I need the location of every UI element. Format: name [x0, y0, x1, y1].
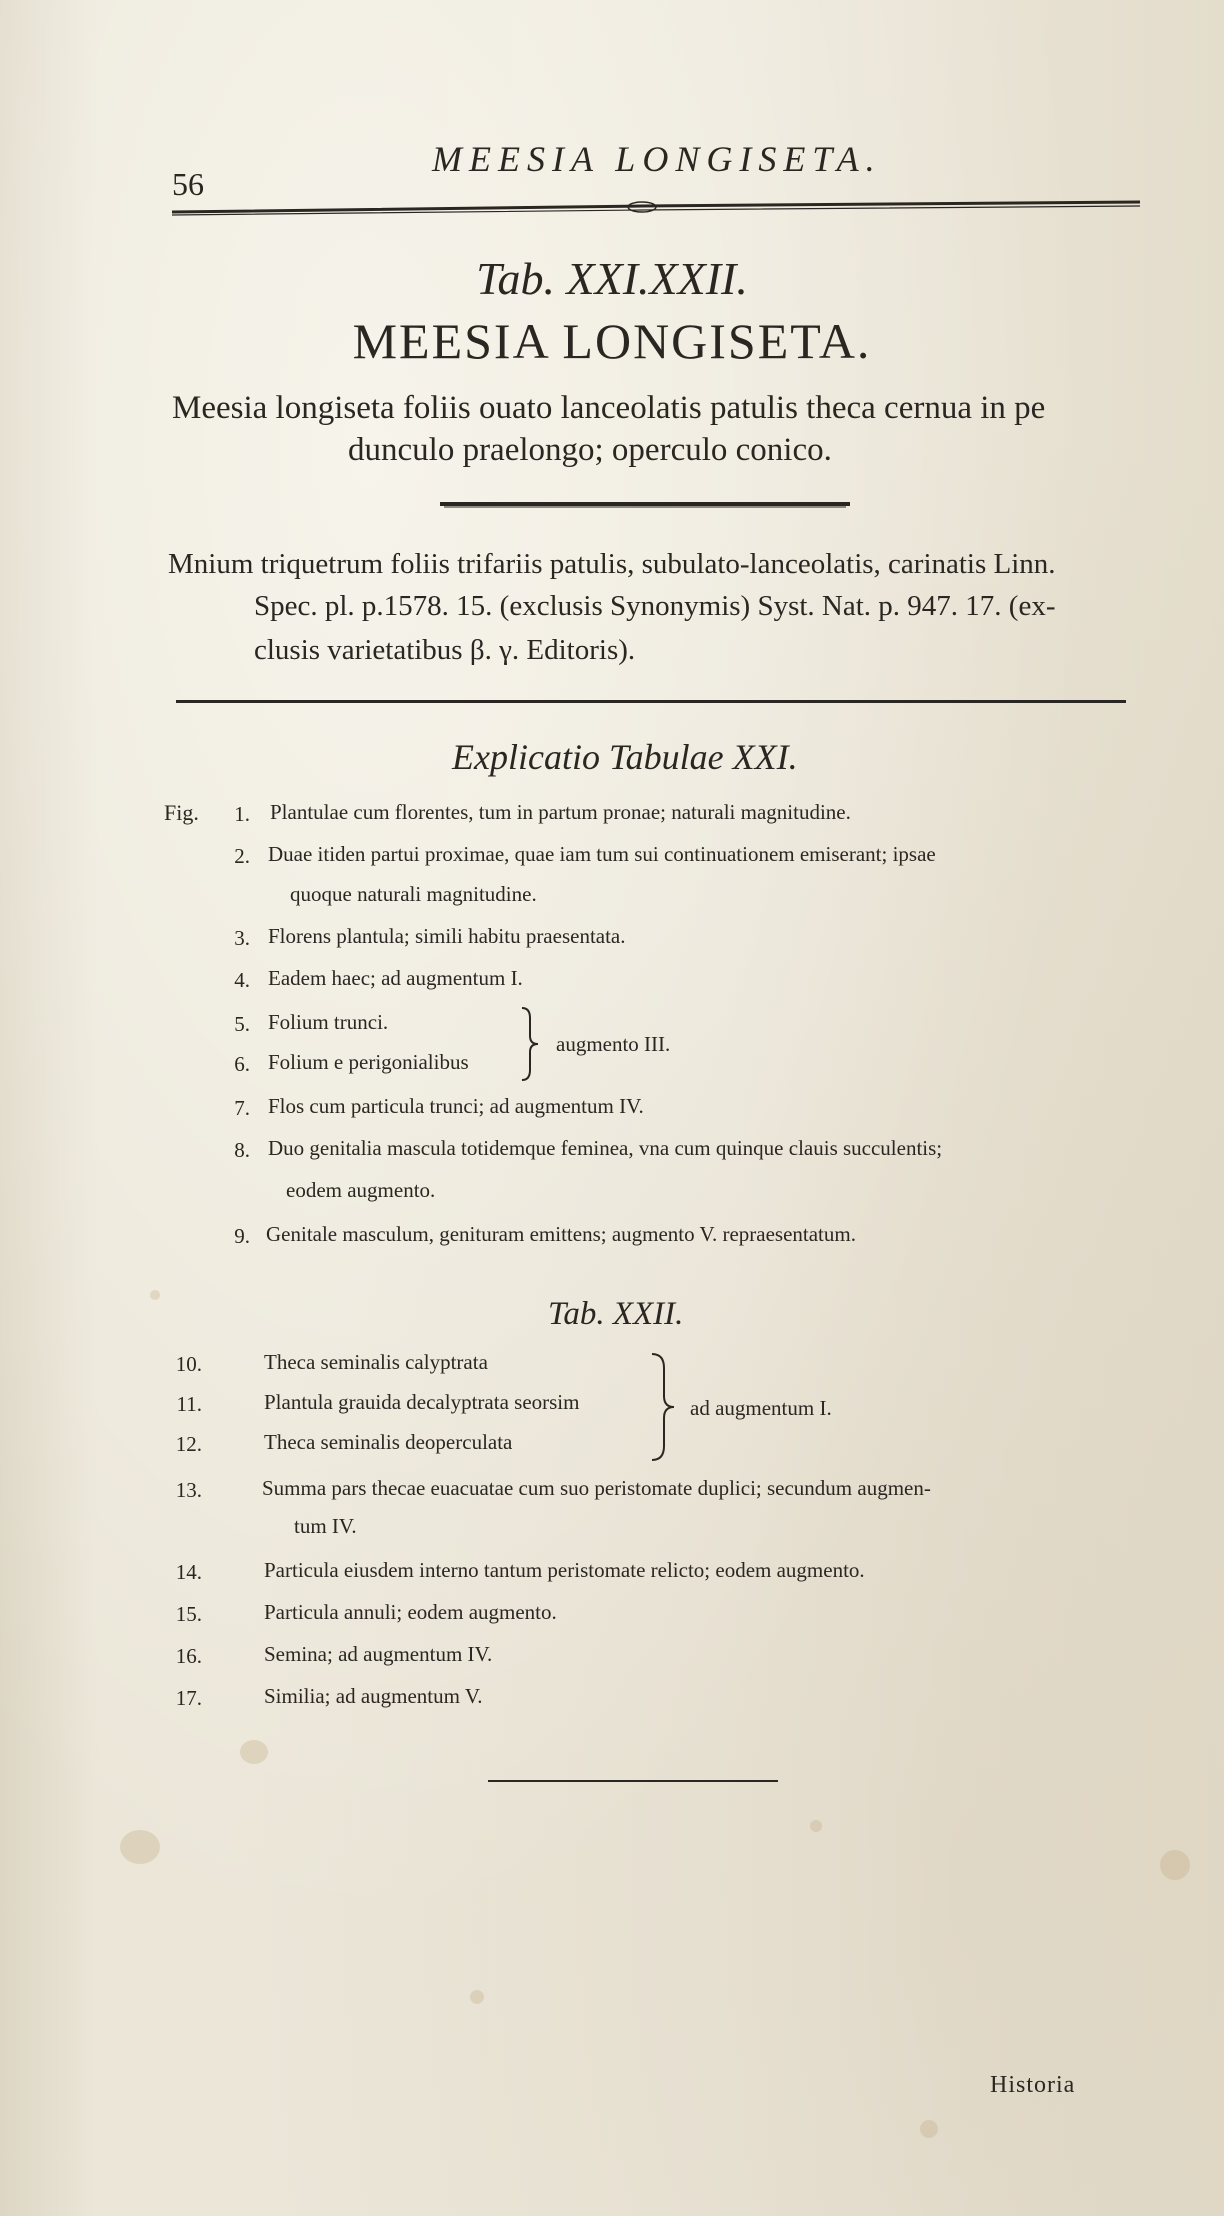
section-title-tab-xxi: Explicatio Tabulae XXI.	[452, 737, 798, 777]
fig-label: Fig.	[164, 800, 199, 825]
figure-caption: Theca seminalis calyptrata	[264, 1350, 488, 1374]
brace-label-augmento-iii: augmento III.	[556, 1032, 671, 1056]
brace-10-12	[648, 1352, 678, 1462]
figure-number: 17.	[175, 1686, 202, 1710]
figure-caption: Flos cum particula trunci; ad augmentum IV.	[268, 1094, 644, 1118]
figure-caption: Folium e perigonialibus	[268, 1050, 469, 1074]
figure-number: 1.	[234, 802, 250, 826]
brace-label-ad-augmentum-i: ad augmentum I.	[690, 1396, 832, 1420]
ornamental-header-rule	[172, 198, 1140, 218]
figure-number: 9.	[234, 1224, 250, 1248]
figure-caption-continued: tum IV.	[294, 1514, 357, 1538]
figure-caption: Eadem haec; ad augmentum I.	[268, 966, 523, 990]
figure-caption: Similia; ad augmentum V.	[264, 1684, 483, 1708]
foxing-spot	[120, 1830, 160, 1864]
figure-number: 7.	[234, 1096, 250, 1120]
figure-caption-continued: eodem augmento.	[286, 1178, 436, 1202]
figure-number: 6.	[234, 1052, 250, 1076]
plate-title: Tab. XXI.XXII.	[476, 253, 748, 304]
figure-number: 4.	[234, 968, 250, 992]
figure-caption: Duae itiden partui proximae, quae iam tum sui continuationem emiserant; ipsae	[268, 842, 936, 866]
figure-caption: Genitale masculum, genituram emittens; augmento V. repraesentatum.	[266, 1222, 856, 1246]
foxing-spot	[810, 1820, 822, 1832]
diagnosis-line-1: Meesia longiseta foliis ouato lanceolatis patulis theca cernua in pe	[172, 390, 1046, 426]
synonym-line-3: clusis varietatibus β. γ. Editoris).	[254, 634, 636, 666]
synonym-line-2: Spec. pl. p.1578. 15. (exclusis Synonymis) Syst. Nat. p. 947. 17. (ex-	[254, 590, 1056, 622]
foxing-spot	[920, 2120, 938, 2138]
figure-number: 10.	[175, 1352, 202, 1376]
figure-number: 5.	[234, 1012, 250, 1036]
species-title: MEESIA LONGISETA.	[352, 313, 872, 369]
figure-caption: Florens plantula; simili habitu praesentata.	[268, 924, 626, 948]
figure-number: 3.	[234, 926, 250, 950]
foxing-spot	[150, 1290, 160, 1300]
figure-number: 16.	[175, 1644, 202, 1668]
figure-number: 8.	[234, 1138, 250, 1162]
end-rule	[488, 1780, 778, 1782]
page-number: 56	[172, 166, 204, 202]
figure-caption: Duo genitalia mascula totidemque feminea, vna cum quinque clauis succulentis;	[268, 1136, 943, 1160]
figure-caption: Plantula grauida decalyptrata seorsim	[264, 1390, 580, 1414]
brace-5-6	[518, 1006, 542, 1082]
catchword: Historia	[990, 2072, 1076, 2098]
section-title-tab-xxii: Tab. XXII.	[548, 1296, 684, 1332]
figure-caption: Folium trunci.	[268, 1010, 389, 1034]
figure-caption: Particula eiusdem interno tantum peristomate relicto; eodem augmento.	[264, 1558, 865, 1582]
figure-caption: Summa pars thecae euacuatae cum suo peristomate duplici; secundum augmen-	[262, 1476, 931, 1500]
foxing-spot	[1160, 1850, 1190, 1880]
diagnosis-line-2: dunculo praelongo; operculo conico.	[348, 432, 832, 468]
figure-caption: Theca seminalis deoperculata	[264, 1430, 513, 1454]
figure-caption-continued: quoque naturali magnitudine.	[290, 882, 537, 906]
running-head: MEESIA LONGISETA.	[432, 139, 882, 179]
ornamental-divider	[440, 499, 850, 509]
figure-caption: Semina; ad augmentum IV.	[264, 1642, 493, 1666]
synonym-line-1: Mnium triquetrum foliis trifariis patulis, subulato-lanceolatis, carinatis Linn.	[168, 548, 1056, 580]
figure-number: 15.	[175, 1602, 202, 1626]
figure-number: 13.	[175, 1478, 202, 1502]
figure-number: 14.	[175, 1560, 202, 1584]
figure-number: 11.	[176, 1392, 202, 1416]
figure-caption: Particula annuli; eodem augmento.	[264, 1600, 557, 1624]
figure-number: 2.	[234, 844, 250, 868]
figure-caption: Plantulae cum florentes, tum in partum pronae; naturali magnitudine.	[270, 800, 851, 824]
figure-number: 12.	[175, 1432, 202, 1456]
section-rule	[176, 700, 1126, 703]
foxing-spot	[240, 1740, 268, 1764]
foxing-spot	[470, 1990, 484, 2004]
